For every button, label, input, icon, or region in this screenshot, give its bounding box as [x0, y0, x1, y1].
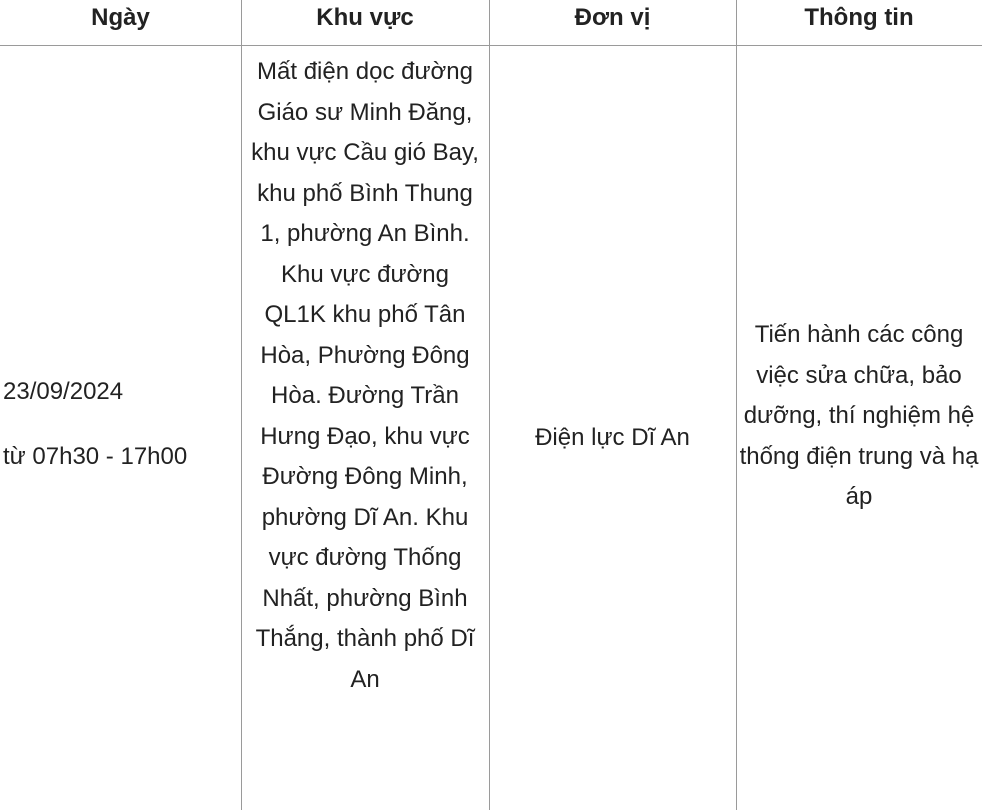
column-don-vi: [489, 0, 737, 810]
outage-date: 23/09/2024: [3, 378, 124, 405]
table-header-row: [0, 0, 982, 46]
cell-thong-tin: Tiến hành các công việc sửa chữa, bảo dưỡng, thí nghiệm hệ thống điện trung và hạ áp: [739, 321, 979, 510]
header-khu-vuc: Khu vực: [316, 4, 414, 31]
header-ngay: Ngày: [91, 4, 150, 31]
cell-khu-vuc: Mất điện dọc đường Giáo sư Minh Đăng, khu vực Cầu gió Bay, khu phố Bình Thung 1, phường An Bình. Khu vực đường QL1K khu phố Tân Hòa, Phường Đông Hòa. Đường Trần Hưng Đạo, khu vực Đường Đông Minh, phường Dĩ An. Khu vực đường Thống Nhất, phường Bình Thắng, thành phố Dĩ An: [251, 58, 479, 693]
cell-don-vi: Điện lực Dĩ An: [535, 424, 690, 451]
header-thong-tin: Thông tin: [804, 4, 914, 31]
cell-ngay: [3, 372, 239, 477]
outage-time-range: từ 07h30 - 17h00: [3, 443, 188, 470]
header-don-vi: Đơn vị: [574, 4, 651, 31]
